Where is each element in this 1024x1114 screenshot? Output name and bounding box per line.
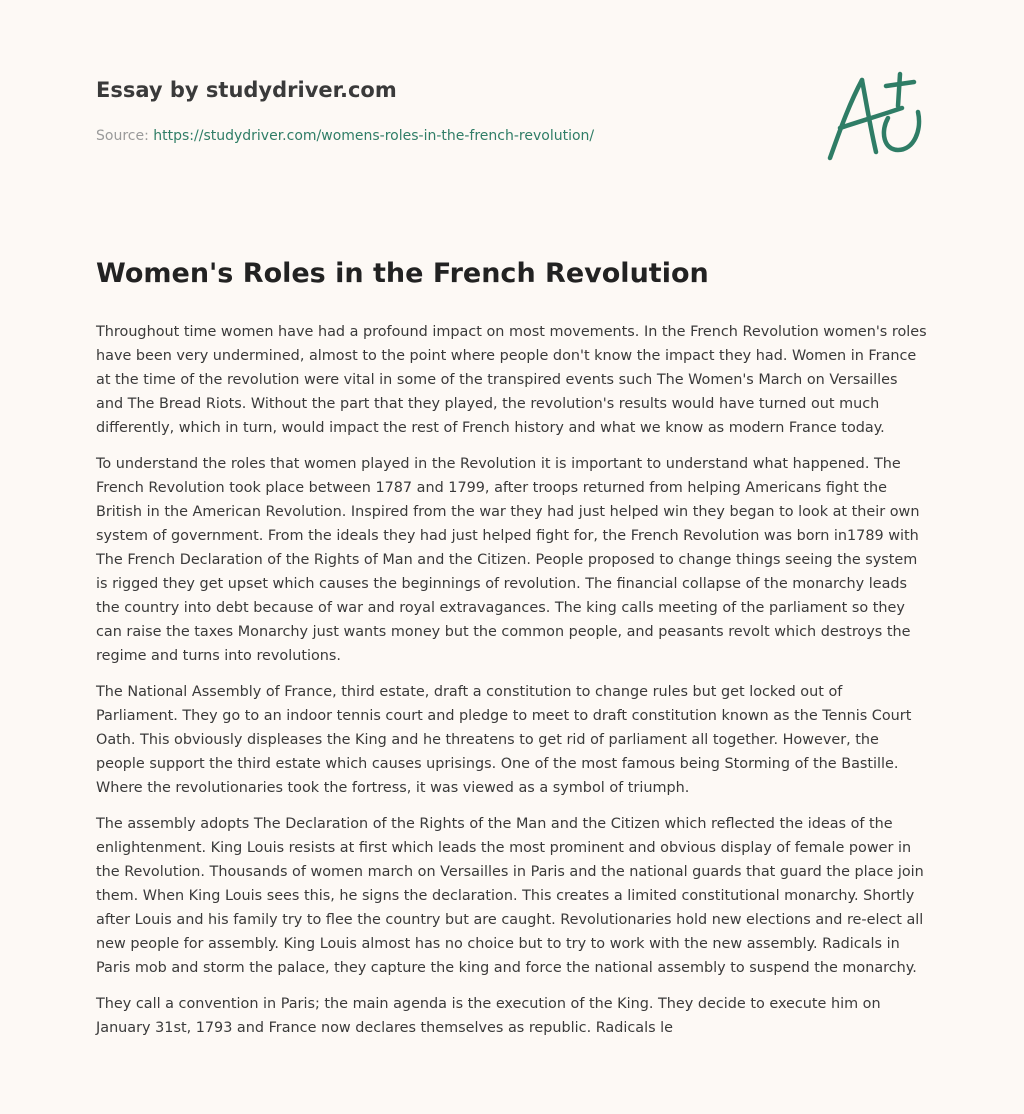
a-plus-grade-icon	[818, 66, 930, 166]
paragraph: To understand the roles that women played in the Revolution it is important to understand what happened. The French Revolution took place between 1787 and 1799, after troops returned from helping Americans fight the British in the American Revolution. Inspired from the war they had just helped win they began to look at their own system of government. From the ideals they had just helped fight for, the French Revolution was born in1789 with The French Declaration of the Rights of Man and the Citizen. People proposed to change things seeing the system is rigged they get upset which causes the beginnings of revolution. The financial collapse of the monarchy leads the country into debt because of war and royal extravagances. The king calls meeting of the parliament so they can raise the taxes Monarchy just wants money but the common people, and peasants revolt which destroys the regime and turns into revolutions.	[96, 456, 920, 664]
essay-header	[96, 76, 796, 146]
paragraph: Throughout time women have had a profound impact on most movements. In the French Revolution women's roles have been very undermined, almost to the point where people don't know the impact they had. Women in France at the time of the revolution were vital in some of the transpired events such The Women's March on Versailles and The Bread Riots. Without the part that they played, the revolution's results would have turned out much differently, which in turn, would impact the rest of French history and what we know as modern France today.	[96, 324, 927, 436]
paragraph: The assembly adopts The Declaration of the Rights of the Man and the Citizen which reflected the ideas of the enlightenment. King Louis resists at first which leads the most prominent and obvious display of female power in the Revolution. Thousands of women march on Versailles in Paris and the national guards that guard the place join them. When King Louis sees this, he signs the declaration. This creates a limited constitutional monarchy. Shortly after Louis and his family try to flee the country but are caught. Revolutionaries hold new elections and re-elect all new people for assembly. King Louis almost has no choice but to try to work with the new assembly. Radicals in Paris mob and storm the palace, they capture the king and force the national assembly to suspend the monarchy.	[96, 816, 924, 976]
article-title: Women's Roles in the French Revolution	[96, 258, 709, 289]
site-title: Essay by studydriver.com	[96, 78, 397, 102]
bottom-fade	[0, 1080, 1024, 1114]
paragraph: The National Assembly of France, third estate, draft a constitution to change rules but get locked out of Parliament. They go to an indoor tennis court and pledge to meet to draft constitution known as the Tennis Court Oath. This obviously displeases the King and he threatens to get rid of parliament all together. However, the people support the third estate which causes uprisings. One of the most famous being Storming of the Bastille. Where the revolutionaries took the fortress, it was viewed as a symbol of triumph.	[96, 684, 912, 796]
source-label: Source:	[96, 128, 154, 144]
paragraph: They call a convention in Paris; the main agenda is the execution of the King. They decide to execute him on January 31st, 1793 and France now declares themselves as republic. Radicals le	[96, 996, 881, 1036]
source-link[interactable]: https://studydriver.com/womens-roles-in-the-french-revolution/	[153, 128, 595, 144]
source-line	[96, 126, 796, 146]
essay-article	[96, 252, 928, 1052]
